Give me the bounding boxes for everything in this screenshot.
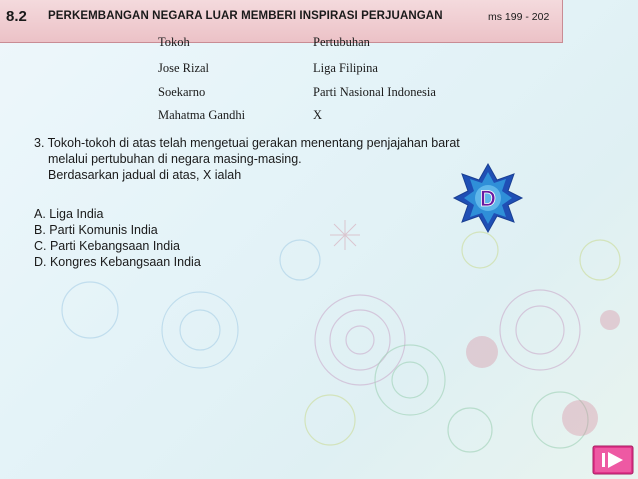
table-cell-pertubuhan: Parti Nasional Indonesia	[313, 85, 436, 99]
table-cell-pertubuhan: Liga Filipina	[313, 61, 378, 75]
next-slide-button[interactable]	[592, 445, 634, 475]
answer-options	[34, 206, 201, 270]
section-title: PERKEMBANGAN NEGARA LUAR MEMBERI INSPIRASI PERJUANGAN	[48, 10, 443, 22]
option-b[interactable]: B. Parti Komunis India	[34, 223, 158, 237]
question-line: Berdasarkan jadual di atas, X ialah	[48, 168, 242, 182]
option-c[interactable]: C. Parti Kebangsaan India	[34, 239, 180, 253]
answer-letter: D	[480, 186, 496, 211]
table-cell-tokoh: Mahatma Gandhi	[158, 108, 246, 122]
section-number: 8.2	[6, 8, 27, 25]
option-d[interactable]: D. Kongres Kebangsaan India	[34, 255, 201, 269]
table-cell-tokoh: Jose Rizal	[158, 61, 210, 75]
table-header-tokoh: Tokoh	[158, 35, 190, 49]
question-line: 3. Tokoh-tokoh di atas telah mengetuai gerakan menentang penjajahan barat	[34, 136, 460, 150]
table-cell-pertubuhan: X	[313, 108, 323, 122]
option-a[interactable]: A. Liga India	[34, 207, 104, 221]
question-text	[34, 135, 460, 183]
table-header-pertubuhan: Pertubuhan	[313, 35, 370, 49]
page-reference: ms 199 - 202	[488, 11, 550, 23]
question-line: melalui pertubuhan di negara masing-masing.	[48, 152, 302, 166]
table-cell-tokoh: Soekarno	[158, 85, 206, 99]
answer-badge	[452, 162, 524, 234]
section-header	[0, 0, 563, 43]
